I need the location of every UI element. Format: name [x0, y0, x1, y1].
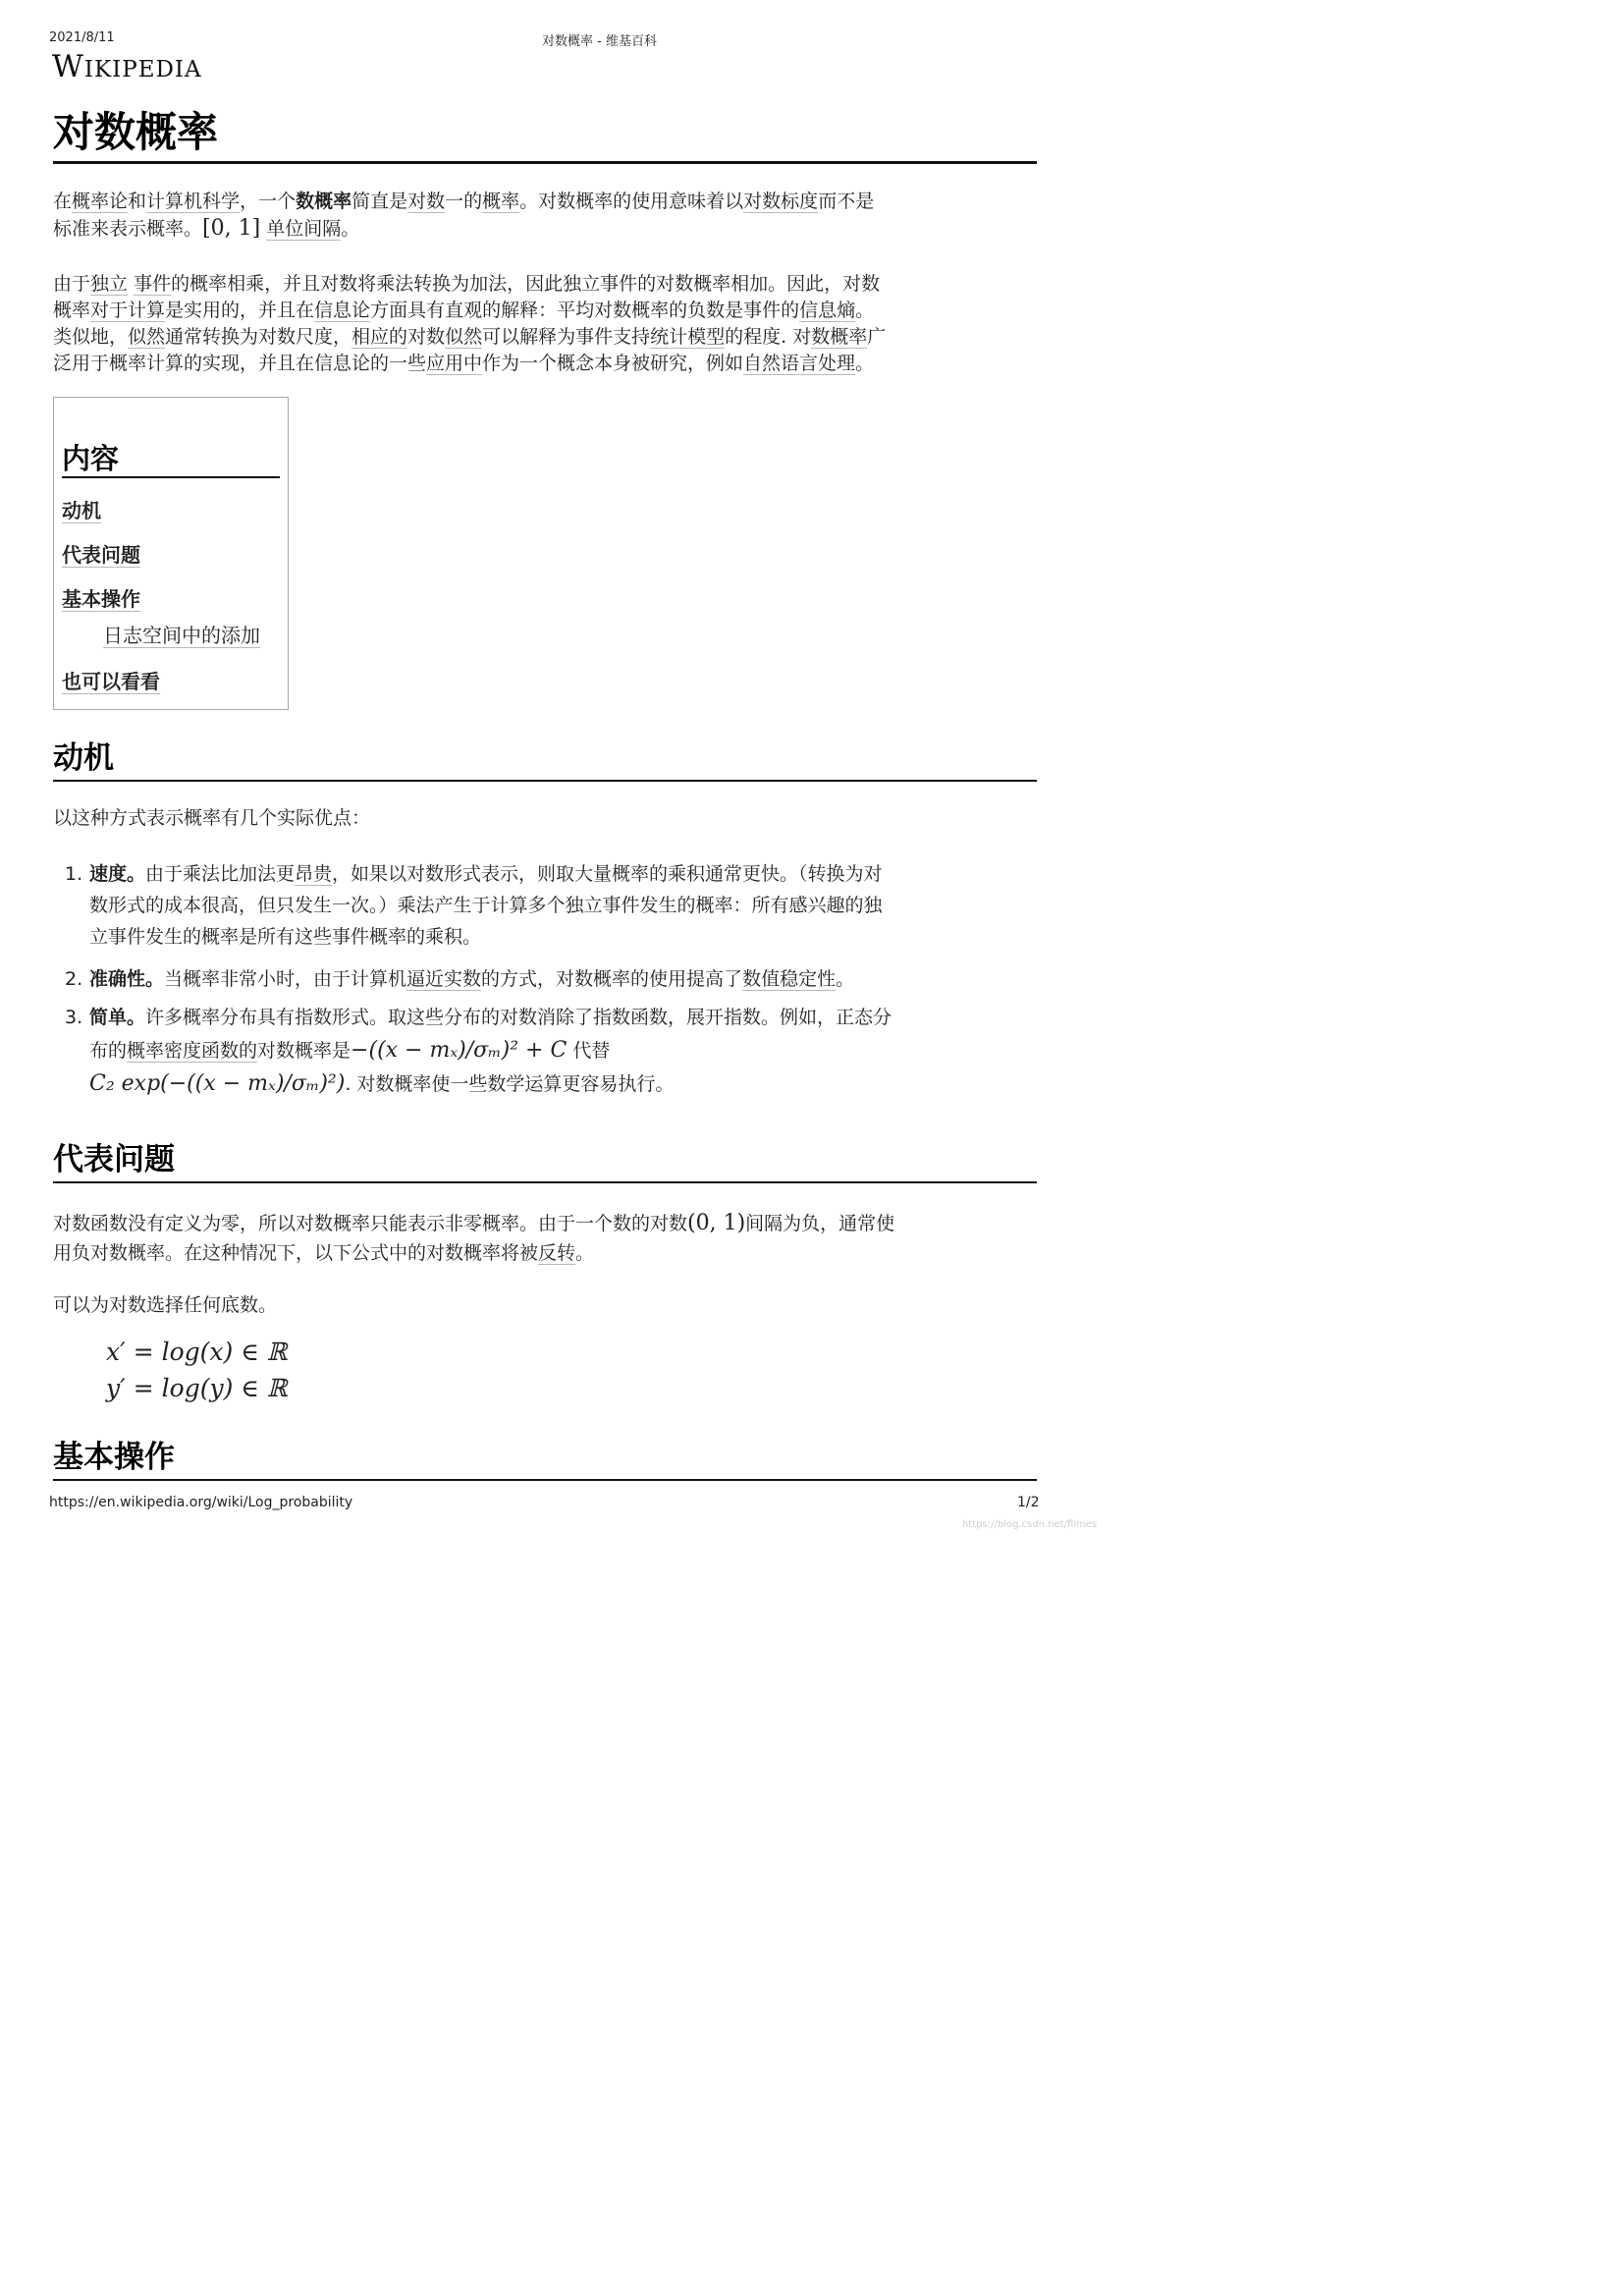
intro-paragraph-2: 由于独立 事件的概率相乘，并且对数将乘法转换为加法，因此独立事件的对数概率相加。因此，对数 概率对于计算是实用的，并且在信息论方面具有直观的解释：平均对数概率的负数是事件的信息熵。 类似地，似然通常转换为对数尺度，相应的对数似然可以解释为事件支持统计模型的程度. 对数概率广 泛用于概率计算的实现，并且在信息论的一些应用中作为一个概念本身被研究，例如自然语言处理。: [53, 273, 887, 374]
link-likelihood[interactable]: 似然: [128, 326, 166, 348]
representation-paragraph: 对数函数没有定义为零，所以对数概率只能表示非零概率。由于一个数的对数(0, 1)间隔为负，通常使 用负对数概率。在这种情况下，以下公式中的对数概率将被反转。: [53, 1211, 895, 1264]
representation-base-note: 可以为对数选择任何底数。: [53, 1294, 278, 1316]
link-information-theory[interactable]: 信息论: [314, 300, 371, 321]
toc-item-see-also[interactable]: 也可以看看: [62, 670, 160, 693]
section-heading-basic-ops: 基本操作: [53, 1440, 175, 1475]
link-independence[interactable]: 独立: [90, 273, 129, 295]
toc-divider: [62, 476, 280, 478]
print-title: 对数概率 - 维基百科: [542, 34, 657, 49]
motivation-intro: 以这种方式表示概率有几个实际优点：: [53, 807, 371, 829]
link-pdf[interactable]: 概率密度函数的: [127, 1040, 258, 1062]
link-applications[interactable]: 应用中: [426, 353, 483, 374]
list-number-2: 2.: [65, 968, 83, 990]
toc-item-representation[interactable]: 代表问题: [62, 543, 140, 567]
link-logarithm[interactable]: 对数: [407, 191, 446, 212]
table-of-contents: [53, 397, 289, 710]
list-item-simplicity: 简单。许多概率分布具有指数形式。取这些分布的对数消除了指数函数，展开指数。例如，正态分 布的概率密度函数的对数概率是−((x − mₓ)/σₘ)² + C 代替 C₂ exp(−((x − mₓ)/σₘ)²). 对数概率使一些数学运算更容易执行。: [89, 1007, 892, 1096]
intro-paragraph-1: 在概率论和计算机科学，一个数概率简直是对数一的概率。对数概率的使用意味着以对数标度而不是 标准来表示概率。[0, 1] 单位间隔。: [53, 191, 875, 241]
watermark: https://blog.csdn.net/flimes: [962, 1519, 1098, 1530]
section-divider: [53, 1479, 1037, 1481]
section-divider: [53, 780, 1037, 782]
link-log-likelihood[interactable]: 似然: [445, 326, 483, 348]
math-density: C₂ exp(−((x − mₓ)/σₘ)²): [89, 1071, 346, 1096]
link-expensive[interactable]: 昂贵: [295, 863, 333, 885]
link-reversed[interactable]: 反转: [538, 1242, 576, 1264]
math-unit-interval: [0, 1]: [202, 216, 261, 241]
print-date: 2021/8/11: [49, 30, 115, 45]
link-probability[interactable]: 概率: [482, 191, 520, 212]
page-title: 对数概率: [53, 108, 219, 156]
link-event[interactable]: 事件: [134, 273, 172, 295]
toc-item-basic-ops[interactable]: 基本操作: [62, 587, 140, 611]
section-divider: [53, 1181, 1037, 1183]
toc-item-log-space-addition[interactable]: 日志空间中的添加: [103, 624, 260, 647]
list-number-3: 3.: [65, 1007, 83, 1028]
link-entropy[interactable]: 信息熵: [799, 300, 856, 321]
footer-url[interactable]: https://en.wikipedia.org/wiki/Log_probability: [49, 1495, 353, 1510]
bold-term: 数概率: [296, 191, 352, 212]
list-item-accuracy: 准确性。当概率非常小时，由于计算机逼近实数的方式，对数概率的使用提高了数值稳定性。: [89, 968, 855, 990]
link-numerical-stability[interactable]: 数值稳定性: [742, 968, 837, 990]
link-computer-science[interactable]: 计算机科学: [146, 191, 241, 212]
link-statistical-model[interactable]: 统计模型: [650, 326, 726, 348]
link-probability-theory[interactable]: 概率论: [72, 191, 129, 212]
wikipedia-logo[interactable]: WIKIPEDIA: [52, 49, 202, 84]
link-log-scale[interactable]: 对数标度: [743, 191, 819, 212]
link-computation[interactable]: 对于计算: [90, 300, 166, 321]
list-number-1: 1.: [65, 863, 83, 885]
list-item-speed: 速度。由于乘法比加法更昂贵，如果以对数形式表示，则取大量概率的乘积通常更快。（转换为对 数形式的成本很高，但只发生一次。）乘法产生于计算多个独立事件发生的概率：所有感兴趣的独 立事件发生的概率是所有这些事件概率的乘积。: [89, 863, 883, 948]
link-approximate-reals[interactable]: 逼近实数: [406, 968, 482, 990]
link-nlp[interactable]: 自然语言处理: [743, 353, 856, 374]
title-divider: [53, 161, 1037, 164]
link-unit-interval[interactable]: 单位间隔: [266, 218, 342, 240]
section-heading-motivation: 动机: [53, 740, 114, 776]
section-heading-representation: 代表问题: [53, 1142, 175, 1177]
toc-title: 内容: [62, 442, 120, 475]
equation-y-prime: y′ = log(y) ∈ ℝ: [106, 1374, 288, 1402]
link-corresponding[interactable]: 相应的: [351, 326, 408, 348]
math-open-interval: (0, 1): [687, 1211, 746, 1235]
toc-item-motivation[interactable]: 动机: [62, 499, 101, 522]
link-log-probability[interactable]: 数概率: [811, 326, 868, 348]
equation-x-prime: x′ = log(x) ∈ ℝ: [106, 1338, 288, 1366]
footer-page-number: 1/2: [1017, 1495, 1040, 1510]
math-log-density: −((x − mₓ)/σₘ)² + C: [351, 1038, 568, 1063]
